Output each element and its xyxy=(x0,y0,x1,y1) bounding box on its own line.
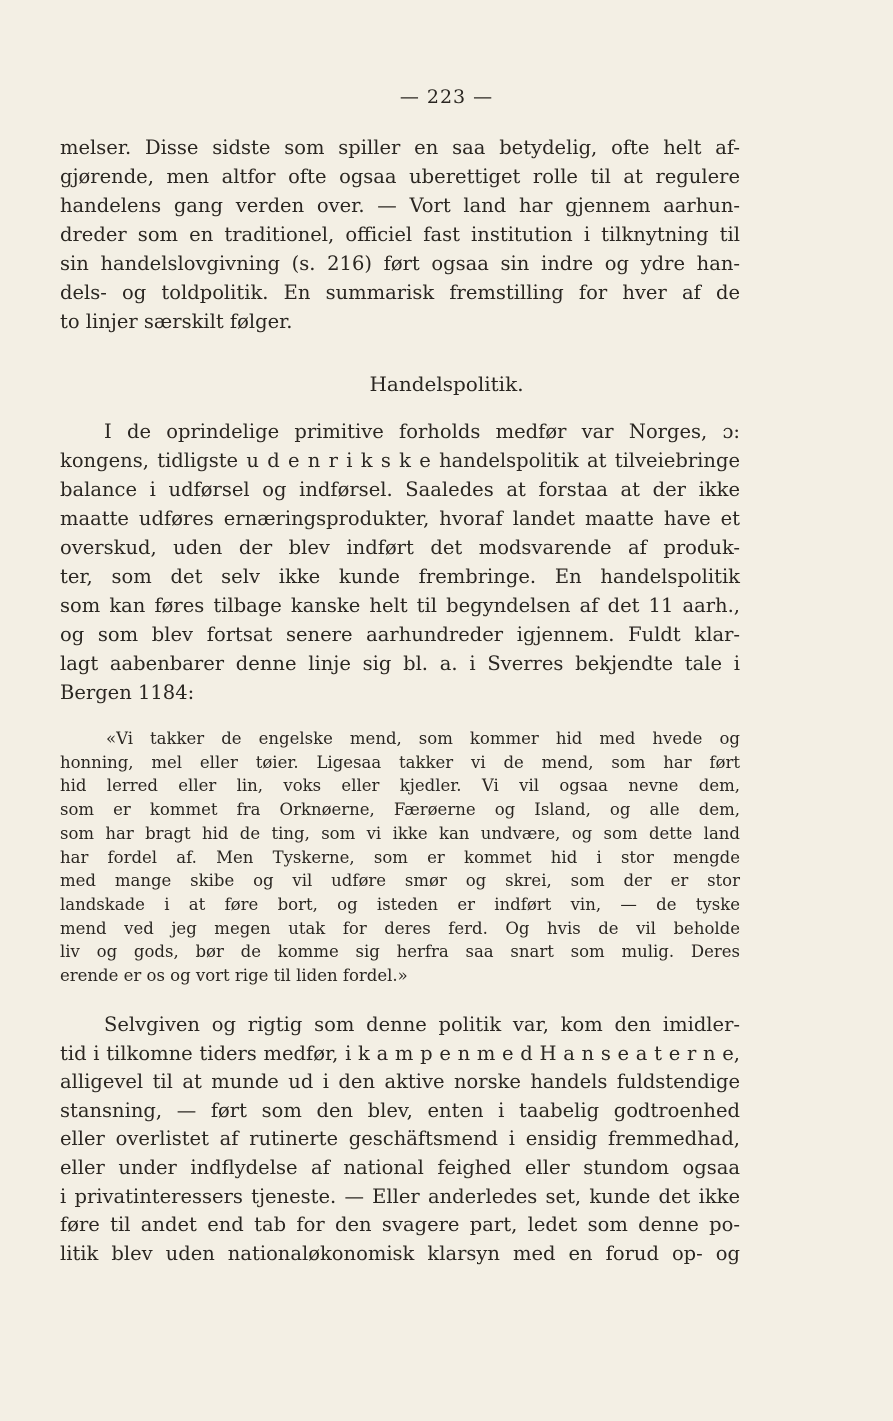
text-line: føre til andet end tab for den svagere part, ledet som denne po- xyxy=(60,1213,740,1237)
sverre-speech-quote xyxy=(60,727,740,988)
quote-line: «Vi takker de engelske mend, som kommer hid med hvede og xyxy=(106,729,740,748)
text-line: eller under indflydelse af national feighed eller stundom ogsaa xyxy=(60,1155,740,1179)
text-line: og som blev fortsat senere aarhundreder igjennem. Fuldt klar- xyxy=(60,623,740,646)
text-line: som kan føres tilbage kanske helt til begyndelsen af det 11 aarh., xyxy=(60,594,740,617)
text-line: Bergen 1184: xyxy=(60,681,195,704)
quote-line: som har bragt hid de ting, som vi ikke kan undvære, og som dette land xyxy=(60,823,740,843)
paragraph-handelspolitik xyxy=(60,417,740,707)
quote-line: har fordel af. Men Tyskerne, som er kommet hid i stor mengde xyxy=(60,847,740,867)
quote-line: honning, mel eller tøier. Ligesaa takker vi de mend, som har ført xyxy=(60,752,740,772)
section-heading: Handelspolitik. xyxy=(369,372,524,396)
text-line: alligevel til at munde ud i den aktive norske handels fuldstendige xyxy=(60,1070,740,1094)
text-line: gjørende, men altfor ofte ogsaa uberettiget rolle til at regulere xyxy=(60,165,740,188)
text-line: kongens, tidligste u d e n r i k s k e handelspolitik at tilveiebringe xyxy=(60,449,740,472)
text-line: Selvgiven og rigtig som denne politik var, kom den imidler- xyxy=(104,1013,740,1036)
text-line: melser. Disse sidste som spiller en saa betydelig, ofte helt af- xyxy=(60,136,740,159)
text-line: i privatinteressers tjeneste. — Eller anderledes set, kunde det ikke xyxy=(60,1184,740,1208)
paragraph-intro xyxy=(60,133,740,336)
page-number: — 223 — xyxy=(399,86,494,108)
quote-line: erende er os og vort rige til liden fordel.» xyxy=(60,966,408,986)
quote-line: som er kommet fra Orknøerne, Færøerne og Island, og alle dem, xyxy=(60,800,740,820)
text-line: dreder som en traditionel, officiel fast institution i tilknytning til xyxy=(60,223,740,246)
quote-line: hid lerred eller lin, voks eller kjedler. Vi vil ogsaa nevne dem, xyxy=(60,776,740,796)
quote-line: med mange skibe og vil udføre smør og skrei, som der er stor xyxy=(60,871,740,891)
text-line: stansning, — ført som den blev, enten i taabelig godtroenhed xyxy=(60,1098,740,1122)
text-line: balance i udførsel og indførsel. Saaledes at forstaa at der ikke xyxy=(60,478,740,501)
paragraph-hanseaterne xyxy=(60,1011,740,1268)
text-line: sin handelslovgivning (s. 216) ført ogsaa sin indre og ydre han- xyxy=(60,252,740,275)
text-line: dels- og toldpolitik. En summarisk fremstilling for hver af de xyxy=(60,281,740,304)
text-line: maatte udføres ernæringsprodukter, hvoraf landet maatte have et xyxy=(60,507,740,530)
quote-line: mend ved jeg megen utak for deres ferd. Og hvis de vil beholde xyxy=(60,918,740,938)
text-line: overskud, uden der blev indført det modsvarende af produk- xyxy=(60,536,740,559)
quote-line: landskade i at føre bort, og isteden er indført vin, — de tyske xyxy=(60,894,740,914)
text-line: lagt aabenbarer denne linje sig bl. a. i Sverres bekjendte tale i xyxy=(60,652,740,675)
text-line: eller overlistet af rutinerte geschäftsmend i ensidig fremmedhad, xyxy=(60,1127,740,1151)
text-line: handelens gang verden over. — Vort land har gjennem aarhun- xyxy=(60,194,740,217)
text-line: tid i tilkomne tiders medfør, i k a m p e n m e d H a n s e a t e r n e, xyxy=(60,1041,740,1065)
quote-line: liv og gods, bør de komme sig herfra saa snart som mulig. Deres xyxy=(60,942,740,962)
text-line: I de oprindelige primitive forholds medfør var Norges, ɔ: xyxy=(104,420,740,443)
text-line: ter, som det selv ikke kunde frembringe. En handelspolitik xyxy=(60,565,740,588)
text-line: to linjer særskilt følger. xyxy=(60,310,293,333)
text-line: litik blev uden nationaløkonomisk klarsyn med en forud op- og xyxy=(60,1241,740,1265)
